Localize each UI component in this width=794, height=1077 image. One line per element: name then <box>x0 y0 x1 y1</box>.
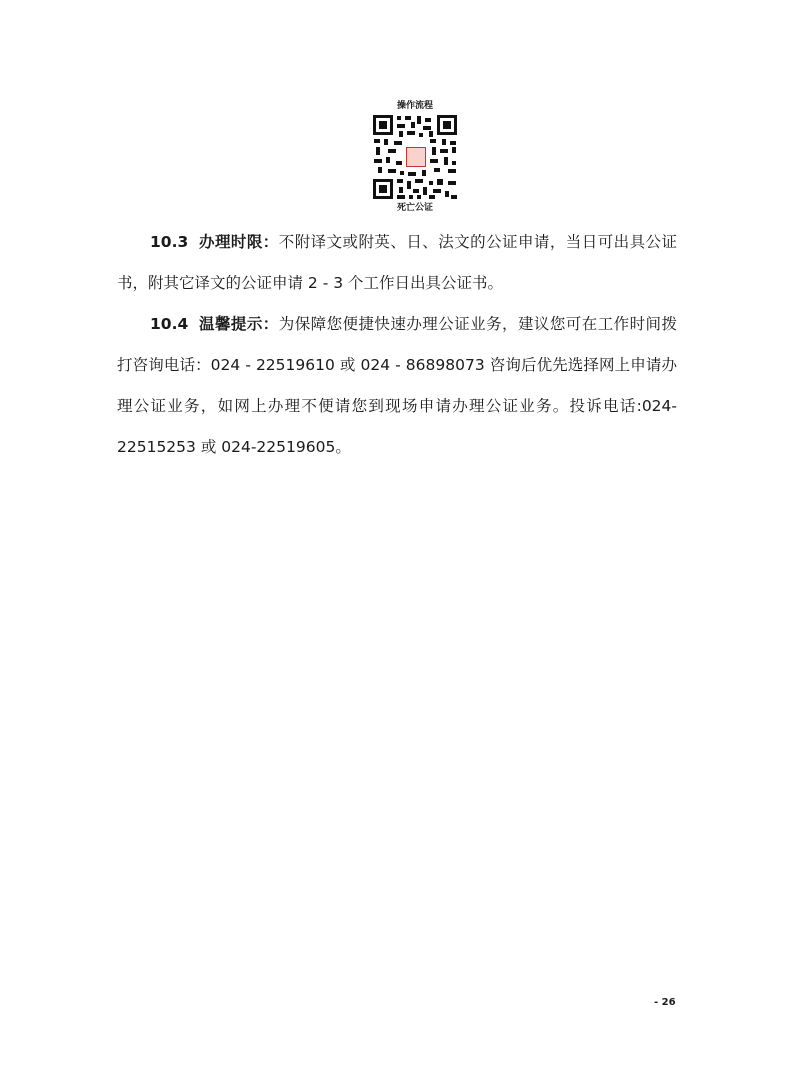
qr-code-block <box>370 100 460 214</box>
seal-icon <box>406 147 426 167</box>
section-number: 10.4 <box>150 315 189 333</box>
qr-code-image <box>372 114 458 200</box>
document-body <box>117 222 677 468</box>
section-text: 不附译文或附英、日、法文的公证申请，当日可出具公证书，附其它译文的公证申请 2 - 3 个工作日出具公证书。 <box>117 233 677 292</box>
qr-top-caption: 操作流程 <box>396 101 433 111</box>
section-number: 10.3 <box>150 233 189 251</box>
section-title: 温馨提示： <box>199 315 279 333</box>
section-10-3 <box>117 222 677 304</box>
section-title: 办理时限： <box>199 233 279 251</box>
section-text: 为保障您便捷快速办理公证业务，建议您可在工作时间拨打咨询电话：024 - 22519610 或 024 - 86898073 咨询后优先选择网上申请办理公证业务，如网上办理不便请您到现场申请办理公证业务。投诉电话:024-22515253 或 024-22519605。 <box>117 315 677 456</box>
section-10-4 <box>117 304 677 468</box>
qr-bottom-caption: 死亡公证 <box>396 203 433 213</box>
page-number: - 26 <box>654 997 676 1008</box>
